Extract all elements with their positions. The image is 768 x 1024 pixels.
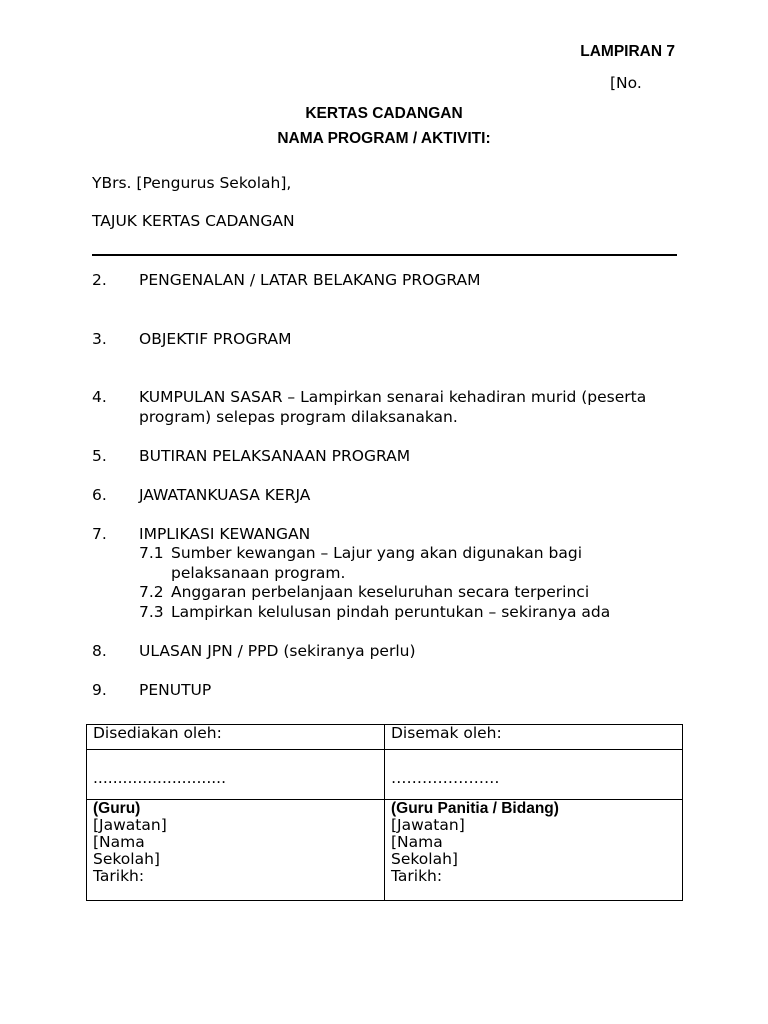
reviewed-by-signature-line: ………………… [391, 769, 500, 787]
reviewed-by-details-cell [385, 800, 683, 901]
section-heading: JAWATANKUASA KERJA [139, 485, 311, 504]
subsection-number: 7.2 [139, 583, 164, 601]
section-body [139, 525, 665, 623]
proposal-subject: TAJUK KERTAS CADANGAN [92, 212, 295, 230]
section-number: 7. [92, 524, 107, 543]
section-item [92, 330, 665, 350]
section-number: 3. [92, 329, 107, 348]
section-heading: IMPLIKASI KEWANGAN [139, 524, 311, 543]
subject-underline [92, 254, 677, 256]
subsection-text: Lampirkan kelulusan pindah peruntukan – sekiranya ada [171, 602, 611, 621]
subsection-number: 7.1 [139, 544, 164, 562]
section-item [92, 271, 665, 291]
prepared-by-label: Disediakan oleh: [93, 725, 222, 742]
section-item [92, 388, 665, 427]
section-heading: PENGENALAN / LATAR BELAKANG PROGRAM [139, 271, 481, 289]
reviewed-by-detail-line: Sekolah] [391, 850, 458, 868]
prepared-by-detail-line: [Jawatan] [93, 816, 167, 834]
subsection-text: Sumber kewangan – Lajur yang akan digunakan bagi pelaksanaan program. [171, 544, 582, 582]
lampiran-label: LAMPIRAN 7 [580, 43, 675, 60]
section-number: 8. [92, 641, 107, 660]
section-heading: ULASAN JPN / PPD (sekiranya perlu) [139, 641, 416, 660]
subsection-number: 7.3 [139, 602, 164, 621]
reviewed-by-detail-line: [Nama [391, 833, 443, 851]
sections-list [92, 271, 665, 720]
section-item [92, 642, 665, 662]
section-number: 5. [92, 446, 107, 465]
reviewed-by-label-cell [385, 725, 683, 750]
prepared-by-detail-line: Tarikh: [93, 867, 145, 885]
section-number: 4. [92, 388, 107, 406]
section-heading: KUMPULAN SASAR – Lampirkan senarai kehadiran murid (peserta program) selepas program dilaksanakan. [139, 388, 647, 426]
prepared-by-details-cell [87, 800, 385, 901]
prepared-by-detail-line: [Nama [93, 833, 145, 851]
section-item [92, 447, 665, 467]
prepared-by-signature-cell [87, 750, 385, 800]
subsection-item [139, 544, 665, 583]
prepared-by-detail-line: Sekolah] [93, 850, 160, 868]
subsection-item [139, 583, 665, 603]
program-name-heading: NAMA PROGRAM / AKTIVITI: [277, 130, 491, 147]
reviewed-by-detail-line: Tarikh: [391, 867, 443, 885]
section-item [92, 486, 665, 506]
subsection-item [139, 603, 665, 623]
subsection-text: Anggaran perbelanjaan keseluruhan secara terperinci [171, 583, 590, 601]
reviewed-by-role: (Guru Panitia / Bidang) [391, 800, 559, 817]
reference-number: [No. [610, 74, 642, 92]
section-heading: OBJEKTIF PROGRAM [139, 329, 292, 348]
reviewed-by-label: Disemak oleh: [391, 725, 502, 742]
section-heading: PENUTUP [139, 680, 212, 699]
section-heading: BUTIRAN PELAKSANAAN PROGRAM [139, 446, 411, 465]
section-number: 9. [92, 680, 107, 699]
document-title: KERTAS CADANGAN [305, 105, 463, 122]
prepared-by-label-cell [87, 725, 385, 750]
salutation: YBrs. [Pengurus Sekolah], [92, 174, 292, 192]
section-item [92, 681, 665, 701]
prepared-by-signature-line: ........................... [93, 769, 227, 787]
section-number: 6. [92, 485, 107, 504]
section-item [92, 525, 665, 623]
reviewed-by-detail-line: [Jawatan] [391, 816, 465, 834]
reviewed-by-signature-cell [385, 750, 683, 800]
prepared-by-role: (Guru) [93, 800, 141, 817]
signature-table [86, 724, 683, 901]
section-number: 2. [92, 271, 107, 289]
